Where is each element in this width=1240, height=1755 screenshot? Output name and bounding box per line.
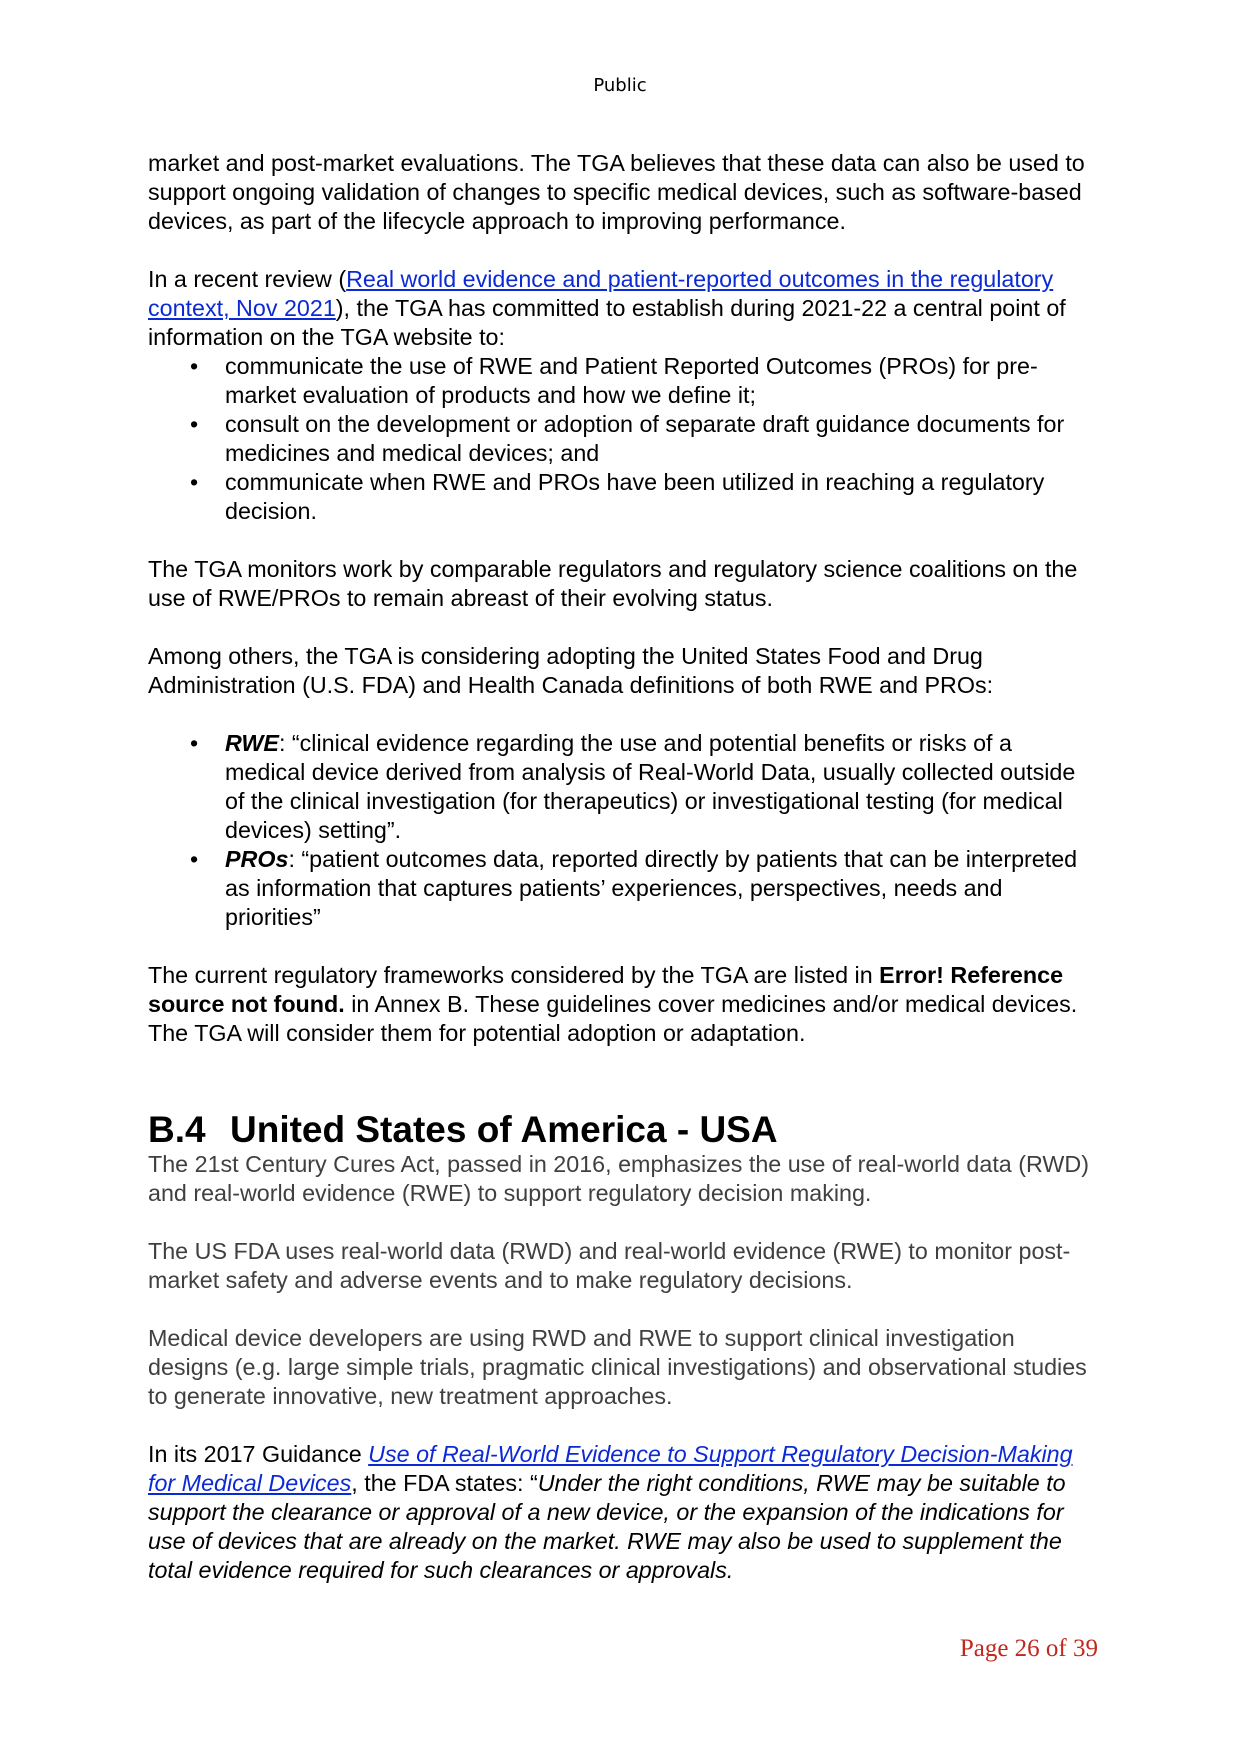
fda-quote: Under the right conditions, RWE may be suitable to support the clearance or approval of a new device, or the expansion of the indications for use of devices that are already on the market. RWE may also be used to supplement the total evidence required for such clearances or approvals. <box>148 1470 1066 1583</box>
guidance-text-before: In its 2017 Guidance <box>148 1441 369 1467</box>
paragraph-lifecycle: market and post-market evaluations. The TGA believes that these data can also be used to support ongoing validation of changes to specific medical devices, such as software-based devices, as part of the lifecycle approach to improving performance. <box>148 150 1085 234</box>
paragraph-monitoring: The TGA monitors work by comparable regulators and regulatory science coalitions on the use of RWE/PROs to remain abreast of their evolving status. <box>148 556 1078 611</box>
paragraph-frameworks <box>148 961 1098 1048</box>
bullet-icon: • <box>190 469 199 495</box>
fda-guidance-link[interactable]: Use of Real-World Evidence to Support Regulatory Decision-Making for Medical Devices <box>148 1441 1073 1496</box>
bullet-icon: • <box>190 730 199 756</box>
paragraph-recent-review <box>148 265 1098 352</box>
list-item <box>148 410 1098 468</box>
frameworks-text-before: The current regulatory frameworks considered by the TGA are listed in <box>148 962 880 988</box>
rwe-pro-review-link[interactable]: Real world evidence and patient-reported outcomes in the regulatory context, Nov 2021 <box>148 266 1054 321</box>
definition-term: RWE <box>225 730 279 756</box>
list-item-text: communicate the use of RWE and Patient Reported Outcomes (PROs) for pre-market evaluation of products and how we define it; <box>225 353 1038 408</box>
definition-item-rwe <box>148 729 1098 845</box>
page-content <box>148 149 1098 1614</box>
paragraph-device-developers: Medical device developers are using RWD and RWE to support clinical investigation designs (e.g. large simple trials, pragmatic clinical investigations) and observational studies to generate innovative, new treatment approaches. <box>148 1325 1087 1409</box>
paragraph-fda-guidance <box>148 1440 1098 1585</box>
bullet-icon: • <box>190 353 199 379</box>
definition-separator: : <box>278 730 292 756</box>
list-item-text: communicate when RWE and PROs have been utilized in reaching a regulatory decision. <box>225 469 1045 524</box>
definition-term: PROs <box>225 846 289 872</box>
definition-separator: : <box>288 846 302 872</box>
paragraph-fda-rwd: The US FDA uses real-world data (RWD) and real-world evidence (RWE) to monitor post-market safety and adverse events and to make regulatory decisions. <box>148 1238 1071 1293</box>
list-item <box>148 468 1098 526</box>
definition-text: “clinical evidence regarding the use and potential benefits or risks of a medical device derived from analysis of Real-World Data, usually collected outside of the clinical investigation (for therapeutics) or investigational testing (for medical devices) setting”. <box>225 730 1076 843</box>
reference-error-text: Error! Reference source not found. <box>148 962 1064 1017</box>
guidance-text-middle: , the FDA states: “ <box>351 1470 538 1496</box>
definition-item-pros <box>148 845 1098 932</box>
frameworks-text-after: in Annex B. These guidelines cover medicines and/or medical devices. The TGA will consider them for potential adoption or adaptation. <box>148 991 1078 1046</box>
list-item <box>148 352 1098 410</box>
definitions-list <box>148 729 1098 932</box>
section-heading <box>148 1110 1098 1150</box>
list-item-text: consult on the development or adoption of separate draft guidance documents for medicines and medical devices; and <box>225 411 1065 466</box>
section-title: United States of America - USA <box>230 1109 778 1150</box>
section-number: B.4 <box>148 1109 206 1150</box>
definition-text: “patient outcomes data, reported directly by patients that can be interpreted as information that captures patients’ experiences, perspectives, needs and priorities” <box>225 846 1078 930</box>
paragraph-definitions-intro: Among others, the TGA is considering adopting the United States Food and Drug Administration (U.S. FDA) and Health Canada definitions of both RWE and PROs: <box>148 643 994 698</box>
paragraph-cures-act: The 21st Century Cures Act, passed in 2016, emphasizes the use of real-world data (RWD) and real-world evidence (RWE) to support regulatory decision making. <box>148 1151 1089 1206</box>
bullet-icon: • <box>190 846 199 872</box>
bullet-icon: • <box>190 411 199 437</box>
tga-commitments-list <box>148 352 1098 526</box>
recent-review-text-after: ), the TGA has committed to establish during 2021-22 a central point of information on the TGA website to: <box>148 295 1066 350</box>
page-number: Page 26 of 39 <box>959 1635 1098 1662</box>
recent-review-text-before: In a recent review ( <box>148 266 347 292</box>
classification-label: Public <box>593 75 647 96</box>
